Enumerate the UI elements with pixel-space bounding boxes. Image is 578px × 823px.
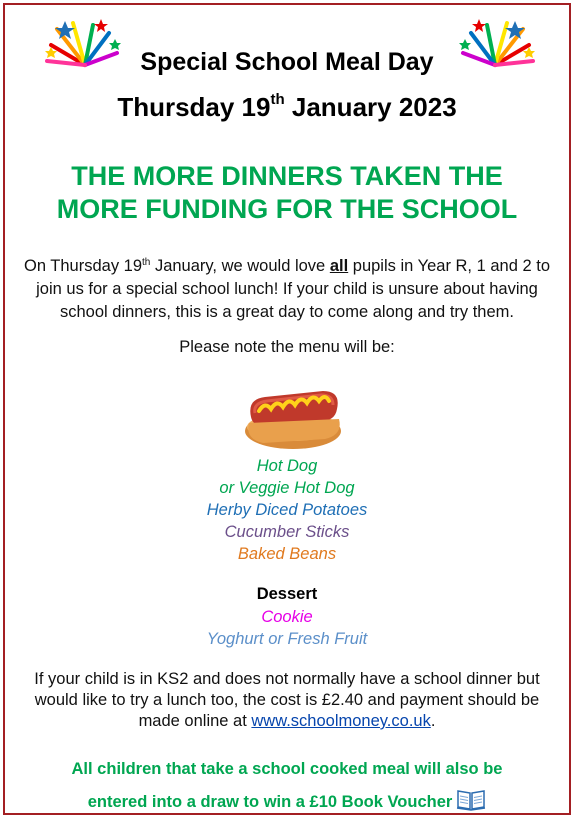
draw-notice <box>15 753 559 819</box>
intro-bold: all <box>329 257 349 275</box>
intro-part-3: pupils in Year R, 1 and 2 to join us for a special school lunch! If your child is unsure about having school dinners, this is a great day to come along and try them. <box>36 257 550 321</box>
dessert-item: Yoghurt or Fresh Fruit <box>206 630 368 648</box>
hotdog-icon <box>241 377 345 455</box>
intro-paragraph <box>19 251 555 324</box>
event-date <box>5 91 569 123</box>
date-rest: January 2023 <box>284 92 457 122</box>
draw-line-1: All children that take a school cooked meal will also be <box>71 760 503 778</box>
draw-line-2 <box>15 786 559 819</box>
intro-part-2: January, we would love <box>150 257 330 275</box>
menu-item: Baked Beans <box>237 545 337 563</box>
menu-note: Please note the menu will be: <box>179 338 395 356</box>
menu-item: Herby Diced Potatoes <box>206 501 368 519</box>
ks2-end: . <box>430 712 436 730</box>
flyer-page <box>3 3 571 815</box>
draw-line-2-text: entered into a draw to win a £10 Book Voucher <box>87 793 453 811</box>
dessert-item: Cookie <box>261 608 313 626</box>
date-suffix: th <box>270 91 285 108</box>
menu-list <box>5 455 569 565</box>
headline-line-1: THE MORE DINNERS TAKEN THE <box>71 161 503 191</box>
intro-sup: th <box>142 257 151 268</box>
dessert-heading: Dessert <box>256 585 318 603</box>
schoolmoney-link[interactable]: www.schoolmoney.co.uk <box>251 712 431 730</box>
menu-item: Cucumber Sticks <box>224 523 350 541</box>
intro-part-1: On Thursday 19 <box>24 257 143 275</box>
ks2-paragraph <box>19 669 555 732</box>
ks2-text: If your child is in KS2 and does not normally have a school dinner but would like to try a lunch too, the cost is £2.40 and payment should be made online at <box>34 670 540 730</box>
date-prefix: Thursday 19 <box>117 92 271 122</box>
menu-item: or Veggie Hot Dog <box>219 479 355 497</box>
page-title: Special School Meal Day <box>140 48 434 76</box>
book-icon <box>456 787 486 811</box>
dessert-list <box>5 606 569 650</box>
menu-item: Hot Dog <box>256 457 318 475</box>
headline-line-2: MORE FUNDING FOR THE SCHOOL <box>56 194 518 224</box>
funding-headline <box>5 160 569 226</box>
